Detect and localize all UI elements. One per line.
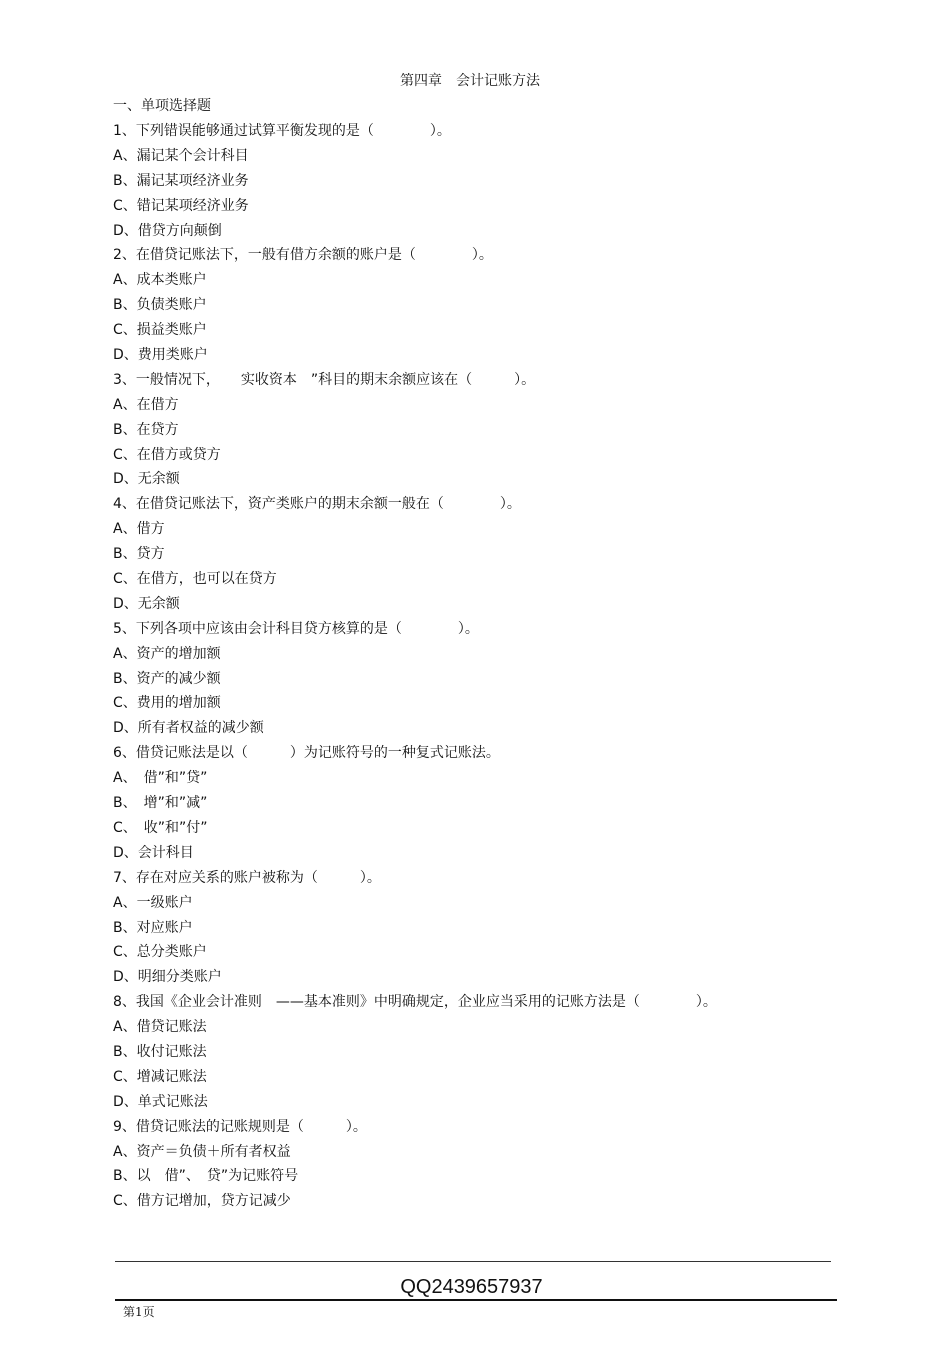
document-line: A、借方 bbox=[113, 521, 165, 538]
document-line: 2、在借贷记账法下，一般有借方余额的账户是（ ）。 bbox=[113, 247, 493, 264]
document-line: B、对应账户 bbox=[113, 919, 193, 936]
document-line: 6、借贷记账法是以（ ）为记账符号的一种复式记账法。 bbox=[113, 745, 500, 762]
document-line: A、成本类账户 bbox=[113, 272, 207, 289]
page-number: 第1页 bbox=[123, 1305, 155, 1319]
document-line: B、负债类账户 bbox=[113, 297, 207, 314]
document-line: 1、下列错误能够通过试算平衡发现的是（ ）。 bbox=[113, 123, 451, 139]
document-line: B、 增”和”减” bbox=[113, 795, 208, 812]
document-line: C、借方记增加，贷方记减少 bbox=[113, 1193, 291, 1210]
document-line: A、一级账户 bbox=[113, 894, 193, 911]
document-line: A、在借方 bbox=[113, 396, 179, 413]
section-heading: 一、单项选择题 bbox=[113, 98, 211, 114]
document-line: 9、借贷记账法的记账规则是（ ）。 bbox=[113, 1118, 367, 1135]
footer-divider-bottom bbox=[115, 1299, 837, 1301]
document-line: 3、一般情况下， 实收资本 ”科目的期末余额应该在（ ）。 bbox=[113, 371, 536, 388]
document-line: C、增减记账法 bbox=[113, 1068, 207, 1085]
document-line: D、会计科目 bbox=[113, 844, 194, 861]
document-line: D、无余额 bbox=[113, 471, 180, 488]
document-line: D、所有者权益的减少额 bbox=[113, 720, 264, 737]
document-line: A、 借”和”贷” bbox=[113, 770, 208, 787]
document-line: B、贷方 bbox=[113, 546, 165, 563]
document-line: B、资产的减少额 bbox=[113, 670, 221, 687]
footer-divider-top bbox=[115, 1261, 831, 1262]
question-list bbox=[113, 121, 833, 1216]
document-line: D、费用类账户 bbox=[113, 347, 208, 364]
document-line: C、 收”和”付” bbox=[113, 819, 208, 836]
document-line: C、损益类账户 bbox=[113, 322, 207, 339]
document-line: C、总分类账户 bbox=[113, 944, 207, 961]
document-line: B、以 借”、 贷”为记账符号 bbox=[113, 1168, 299, 1185]
document-line: C、在借方，也可以在贷方 bbox=[113, 571, 277, 588]
document-line: A、借贷记账法 bbox=[113, 1019, 207, 1036]
document-line: B、收付记账法 bbox=[113, 1043, 207, 1060]
document-line: C、错记某项经济业务 bbox=[113, 197, 249, 214]
document-line: A、资产＝负债＋所有者权益 bbox=[113, 1143, 291, 1160]
document-line: B、在贷方 bbox=[113, 421, 179, 438]
document-line: 5、下列各项中应该由会计科目贷方核算的是（ ）。 bbox=[113, 620, 479, 637]
document-line: C、在借方或贷方 bbox=[113, 446, 221, 463]
document-line: B、漏记某项经济业务 bbox=[113, 172, 249, 189]
page-title: 第四章 会计记账方法 bbox=[400, 73, 540, 89]
document-line: A、资产的增加额 bbox=[113, 645, 221, 662]
document-line: 4、在借贷记账法下，资产类账户的期末余额一般在（ ）。 bbox=[113, 496, 521, 513]
footer-contact: QQ2439657937 bbox=[400, 1276, 543, 1298]
document-line: D、单式记账法 bbox=[113, 1093, 208, 1110]
document-line: 7、存在对应关系的账户被称为（ ）。 bbox=[113, 869, 381, 886]
document-line: D、借贷方向颠倒 bbox=[113, 222, 222, 239]
document-line: 8、我国《企业会计准则 ——基本准则》中明确规定，企业应当采用的记账方法是（ ）。 bbox=[113, 994, 717, 1011]
document-line: D、无余额 bbox=[113, 595, 180, 612]
document-line: C、费用的增加额 bbox=[113, 695, 221, 712]
document-line: D、明细分类账户 bbox=[113, 969, 222, 986]
document-line: A、漏记某个会计科目 bbox=[113, 147, 249, 164]
